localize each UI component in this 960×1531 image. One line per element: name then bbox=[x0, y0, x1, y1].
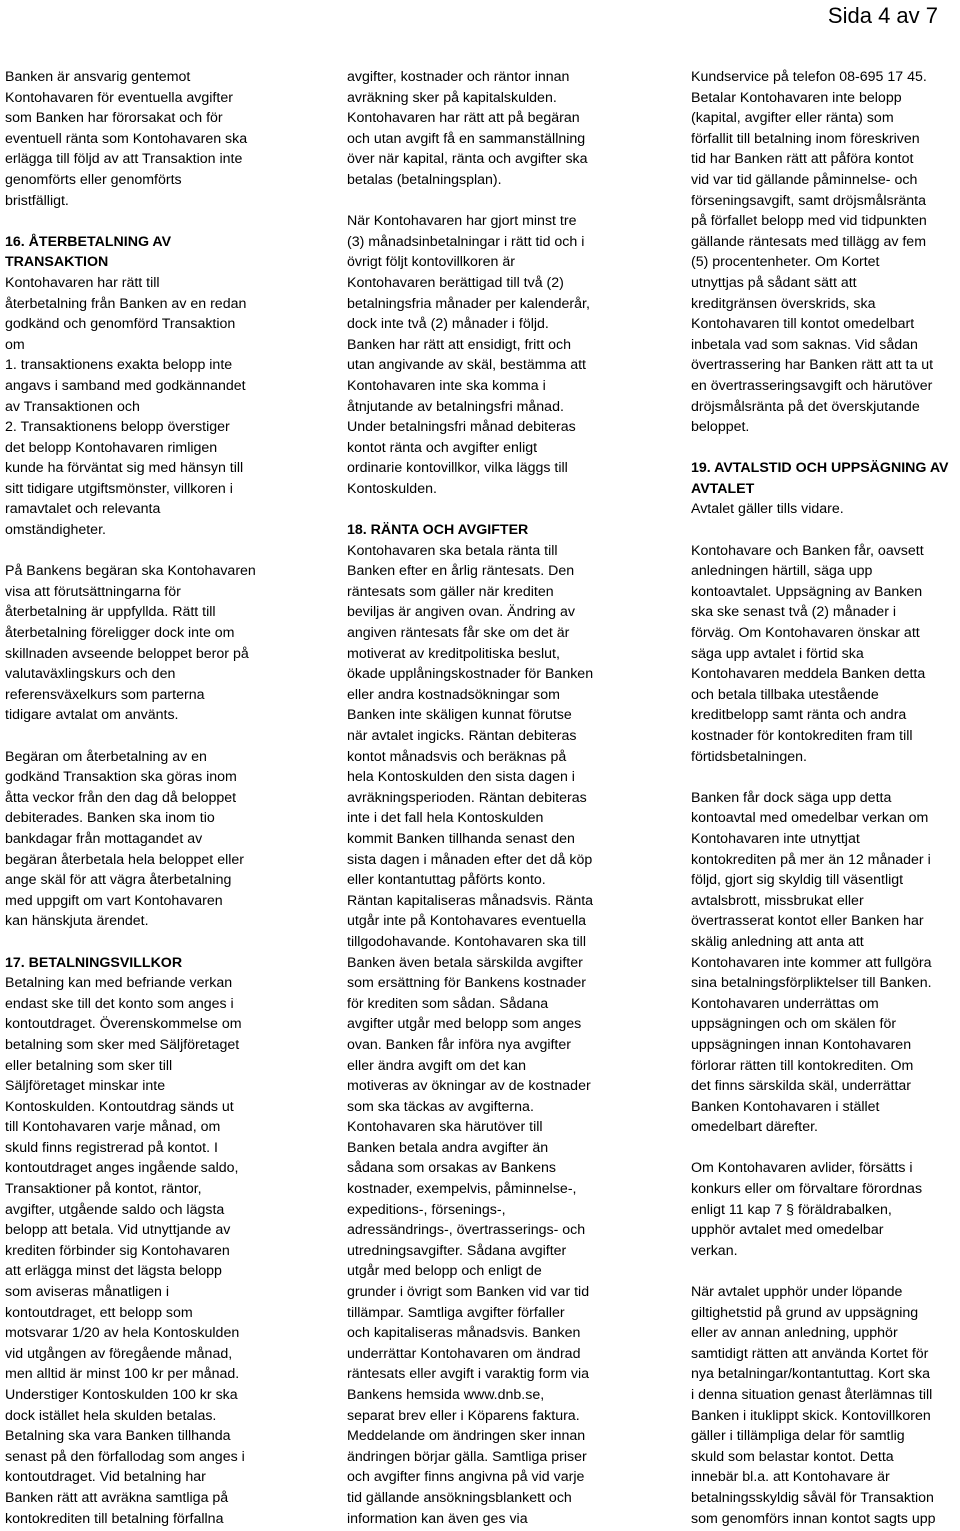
document-columns bbox=[5, 67, 960, 1527]
paragraph-card-return: När avtalet upphör under löpande giltighetstid på grund av uppsägning eller av annan anledning, upphör samtidigt rätten att använda Kortet för nya betalningar/kontantuttag. Kort ska i denna situation genast återlämnas till Banken i ituklippt skick. Kontovillkoren gäller i tillämpliga delar för samtlig skuld som belastar kontot. Detta innebär bl.a. att Kontohavare är betalningsskyldig såväl för Transaktion som genomförs innan kontot sagts upp bbox=[691, 1284, 936, 1527]
page-number: Sida 4 av 7 bbox=[827, 3, 938, 28]
paragraph-late-payment: Kundservice på telefon 08-695 17 45. Betalar Kontohavaren inte belopp (kapital, avgifter eller ränta) som förfallit till betalning inom föreskriven tid har Banken rätt att påföra kontot vid var tid gällande påminnelse- och förseningsavgift, samt dröjsmålsränta på förfallet belopp med vid tidpunkten gällande räntesats med tillägg av fem (5) procentenheter. Om Kortet utnyttjas på sådant sätt att kreditgränsen överskrids, ska Kontohavaren till kontot omedelbart inbetala vad som saknas. Vid sådan övertrassering har Banken rätt att ta ut en övertrasseringsavgift och härutöver dröjsmålsränta på det överskjutande beloppet. bbox=[691, 69, 934, 436]
paragraph-immediate-termination: Banken får dock säga upp detta kontoavtal med omedelbar verkan om Kontohavaren inte utnyttjat kontokrediten på mer än 12 månader i följd, gjort sig skyldig till väsentligt avtalsbrott, missbrukat eller övertrasserat kontot eller Banken har skälig anledning att anta att Kontohavaren inte kommer att fullgöra sina betalningsförpliktelser till Banken. Kontohavaren underrättas om uppsägningen och om skälen för uppsägningen innan Kontohavaren förlorar rätten till kontokrediten. Om det finns särskilda skäl, underrättar Banken Kontohavaren i stället omedelbart därefter. bbox=[691, 789, 932, 1136]
paragraph-interest-fees: Kontohavaren ska betala ränta till Banken efter en årlig räntesats. Den räntesats som gäller när krediten beviljas är angiven ovan. Ändring av angiven räntesats får ske om det är motiverat av kreditpolitiska beslut, ökade upplåningskostnader för Banken eller andra kostnadsökningar som Banken inte skäligen kunnat förutse när avtalet ingicks. Räntan debiteras kontot månadsvis och beräknas på hela Kontoskulden den sista dagen i avräkningsperioden. Räntan debiteras inte i det fall hela Kontoskulden kommit Banken tillhanda senast den sista dagen i månaden efter det då köp eller kontantuttag påförts konto. Räntan kapitaliseras månadsvis. Ränta utgår inte på Kontohavares eventuella tillgodohavande. Kontohavaren ska till Banken även betala särskilda avgifter som ersättning för Bankens kostnader för krediten som sådan. Sådana avgifter utgår med belopp som anges ovan. Banken får införa nya avgifter eller ändra avgift om det kan motiveras av ökningar av de kostnader som ska täckas av avgifterna. Kontohavaren ska härutöver till Banken betala andra avgifter än sådana som orsakas av Bankens kostnader, exempelvis, påminnelse-, expeditions-, försenings-, adressändrings-, övertrasserings- och utredningsavgifter. Sådana avgifter utgår med belopp och enligt de grunder i övrigt som Banken vid var tid tillämpar. Samtliga avgifter förfaller och kapitaliseras månadsvis. Banken underrättar Kontohavaren om ändrad räntesats eller avgift i varaktig form via Bankens hemsida www.dnb.se, separat brev eller i Köparens faktura. Meddelande om ändringen sker innan ändringen börjar gälla. Samtliga priser och avgifter finns angivna på vid varje tid gällande ansökningsblankett och information kan även ges via bbox=[347, 542, 594, 1527]
paragraph-payment-plan: avgifter, kostnader och räntor innan avräkning sker på kapitalskulden. Kontohavaren har rätt att på begäran och utan avgift få en sammanställning över när kapital, ränta och avgifter ska betalas (betalningsplan). bbox=[347, 69, 588, 188]
paragraph-termination: Kontohavare och Banken får, oavsett anledningen härtill, säga upp kontoavtalet. Uppsägning av Banken ska ske senast två (2) månader i förväg. Om Kontohavaren önskar att säga upp avtalet i förtid ska Kontohavaren meddela Banken detta och betala tillbaka utestående kreditbelopp samt ränta och andra kostnader för kontokrediten fram till förtidsbetalningen. bbox=[691, 542, 926, 765]
paragraph-payment-terms: Betalning kan med befriande verkan endast ske till det konto som anges i kontoutdraget. Överenskommelse om betalning som sker med Säljföretaget eller betalning som sker till Säljföretaget minskar inte Kontoskulden. Kontoutdrag sänds ut till Kontohavaren varje månad, om skuld finns registrerad på kontot. I kontoutdraget anges ingående saldo, Transaktioner på kontot, räntor, avgifter, utgående saldo och lägsta belopp att betala. Vid utnyttjande av krediten förbinder sig Kontohavaren att erlägga minst det lägsta belopp som aviseras månatligen i kontoutdraget, ett belopp som motsvarar 1/20 av hela Kontoskulden vid utgången av föregående månad, men alltid är minst 100 kr per månad. Understiger Kontoskulden 100 kr ska dock istället hela skulden betalas. Betalning ska vara Banken tillhanda senast på den förfallodag som anges i kontoutdraget. Vid betalning har Banken rätt att avräkna samtliga på kontokrediten till betalning förfallna bbox=[5, 975, 245, 1527]
paragraph-refund-request: Begäran om återbetalning av en godkänd Transaktion ska göras inom åtta veckor från den dag då beloppet debiterades. Banken ska inom tio bankdagar från mottagandet av begäran återbetala hela beloppet eller ange skäl för att vägra återbetalning med uppgift om vart Kontohavaren kan hänskjuta ärendet. bbox=[5, 748, 245, 930]
paragraph-liability: Banken är ansvarig gentemot Kontohavaren för eventuella avgifter som Banken har förorsakat och för eventuell ränta som Kontohavaren ska erlägga till följd av att Transaktion inte genomförts eller genomförts bristfälligt. bbox=[5, 69, 248, 209]
column-3 bbox=[691, 67, 960, 1527]
paragraph-refund-conditions: Kontohavaren har rätt till återbetalning från Banken av en redan godkänd och genomförd Transaktion om 1. transaktionens exakta belopp inte angavs i samband med godkännandet av Transaktionen och 2. Transaktionens belopp överstiger det belopp Kontohavaren rimligen kunde ha förväntat sig med hänsyn till sitt tidigare utgiftsmönster, villkoren i ramavtalet och relevanta omständigheter. bbox=[5, 274, 247, 539]
section-heading-17: 17. BETALNINGSVILLKOR bbox=[5, 954, 183, 971]
paragraph-agreement-term: Avtalet gäller tills vidare. bbox=[691, 501, 844, 518]
paragraph-payment-free-months: När Kontohavaren har gjort minst tre (3) månadsinbetalningar i rätt tid och i övrigt följt kontovillkoren är Kontohavaren berättigad till två (2) betalningsfria månader per kalenderår, dock inte två (2) månader i följd. Banken har rätt att ensidigt, fritt och utan angivande av skäl, bestämma att Kontohavaren inte ska komma i åtnjutande av betalningsfri månad. Under betalningsfri månad debiteras kontot ränta och avgifter enligt ordinarie kontovillkor, vilka läggs till Kontoskulden. bbox=[347, 213, 590, 497]
section-heading-16: 16. ÅTERBETALNING AV TRANSAKTION bbox=[5, 233, 172, 271]
column-1 bbox=[5, 67, 280, 1527]
column-2 bbox=[347, 67, 622, 1527]
section-heading-18: 18. RÄNTA OCH AVGIFTER bbox=[347, 522, 529, 539]
paragraph-death-bankruptcy: Om Kontohavaren avlider, försätts i konkurs eller om förvaltare förordnas enligt 11 kap 7 § föräldrabalken, upphör avtalet med omedelbar verkan. bbox=[691, 1160, 923, 1259]
section-heading-19: 19. AVTALSTID OCH UPPSÄGNING AV AVTALET bbox=[691, 460, 949, 497]
paragraph-refund-proof: På Bankens begäran ska Kontohavaren visa att förutsättningarna för återbetalning är uppfyllda. Rätt till återbetalning föreligger dock inte om skillnaden avseende beloppet beror på valutaväxlingskurs och den referensväxelkurs som parterna tidigare avtalat om använts. bbox=[5, 563, 256, 724]
